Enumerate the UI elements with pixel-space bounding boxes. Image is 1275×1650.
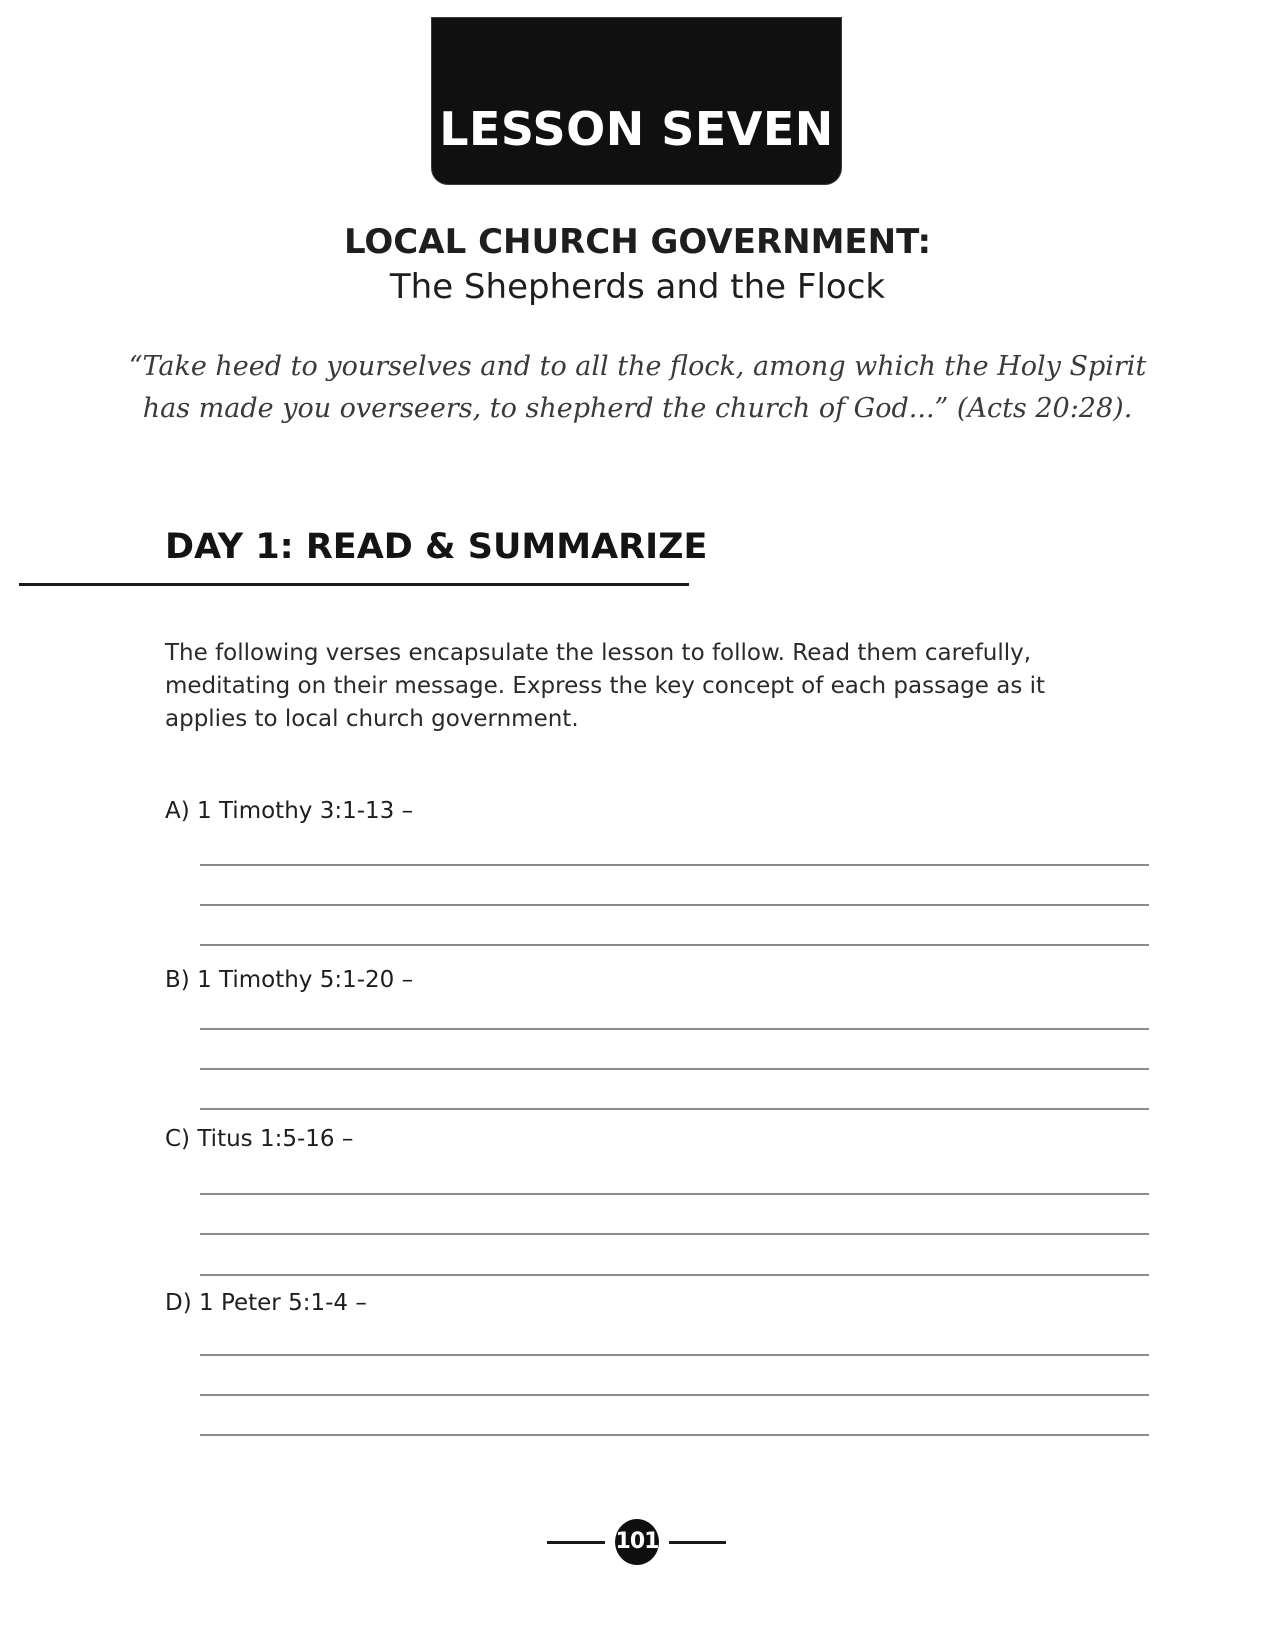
answer-line-c-2[interactable] — [200, 1233, 1149, 1235]
section-instructions: The following verses encapsulate the lesson to follow. Read them carefully, meditating on their message. Express the key concept of each passage as it applies to local church government. — [165, 640, 1046, 732]
answer-line-c-1[interactable] — [200, 1193, 1149, 1195]
question-label-c: C) Titus 1:5-16 – — [165, 1126, 354, 1152]
page-subtitle: The Shepherds and the Flock — [389, 267, 886, 307]
epigraph-quote — [0, 346, 1275, 430]
answer-line-c-3[interactable] — [200, 1274, 1149, 1276]
answer-line-b-2[interactable] — [200, 1068, 1149, 1070]
section-divider — [19, 583, 689, 586]
answer-line-d-1[interactable] — [200, 1354, 1149, 1356]
answer-line-d-2[interactable] — [200, 1394, 1149, 1396]
question-label-b: B) 1 Timothy 5:1-20 – — [165, 967, 414, 993]
page-number: 101 — [615, 1519, 659, 1565]
question-label-d: D) 1 Peter 5:1-4 – — [165, 1290, 367, 1316]
epigraph-line-1: “Take heed to yourselves and to all the flock, among which the Holy Spirit — [128, 351, 1147, 382]
lesson-banner — [432, 18, 841, 184]
answer-line-a-3[interactable] — [200, 944, 1149, 946]
answer-line-b-3[interactable] — [200, 1108, 1149, 1110]
page-number-dash-left — [547, 1541, 605, 1544]
question-label-a: A) 1 Timothy 3:1-13 – — [165, 798, 414, 824]
lesson-label: LESSON SEVEN — [439, 102, 834, 156]
answer-line-a-1[interactable] — [200, 864, 1149, 866]
answer-line-d-3[interactable] — [200, 1434, 1149, 1436]
answer-line-b-1[interactable] — [200, 1028, 1149, 1030]
page-number-dash-right — [669, 1541, 726, 1544]
epigraph-line-2: has made you overseers, to shepherd the church of God...” (Acts 20:28). — [142, 393, 1133, 424]
section-heading: DAY 1: READ & SUMMARIZE — [165, 527, 708, 567]
answer-line-a-2[interactable] — [200, 904, 1149, 906]
page-title: LOCAL CHURCH GOVERNMENT: — [343, 222, 932, 262]
